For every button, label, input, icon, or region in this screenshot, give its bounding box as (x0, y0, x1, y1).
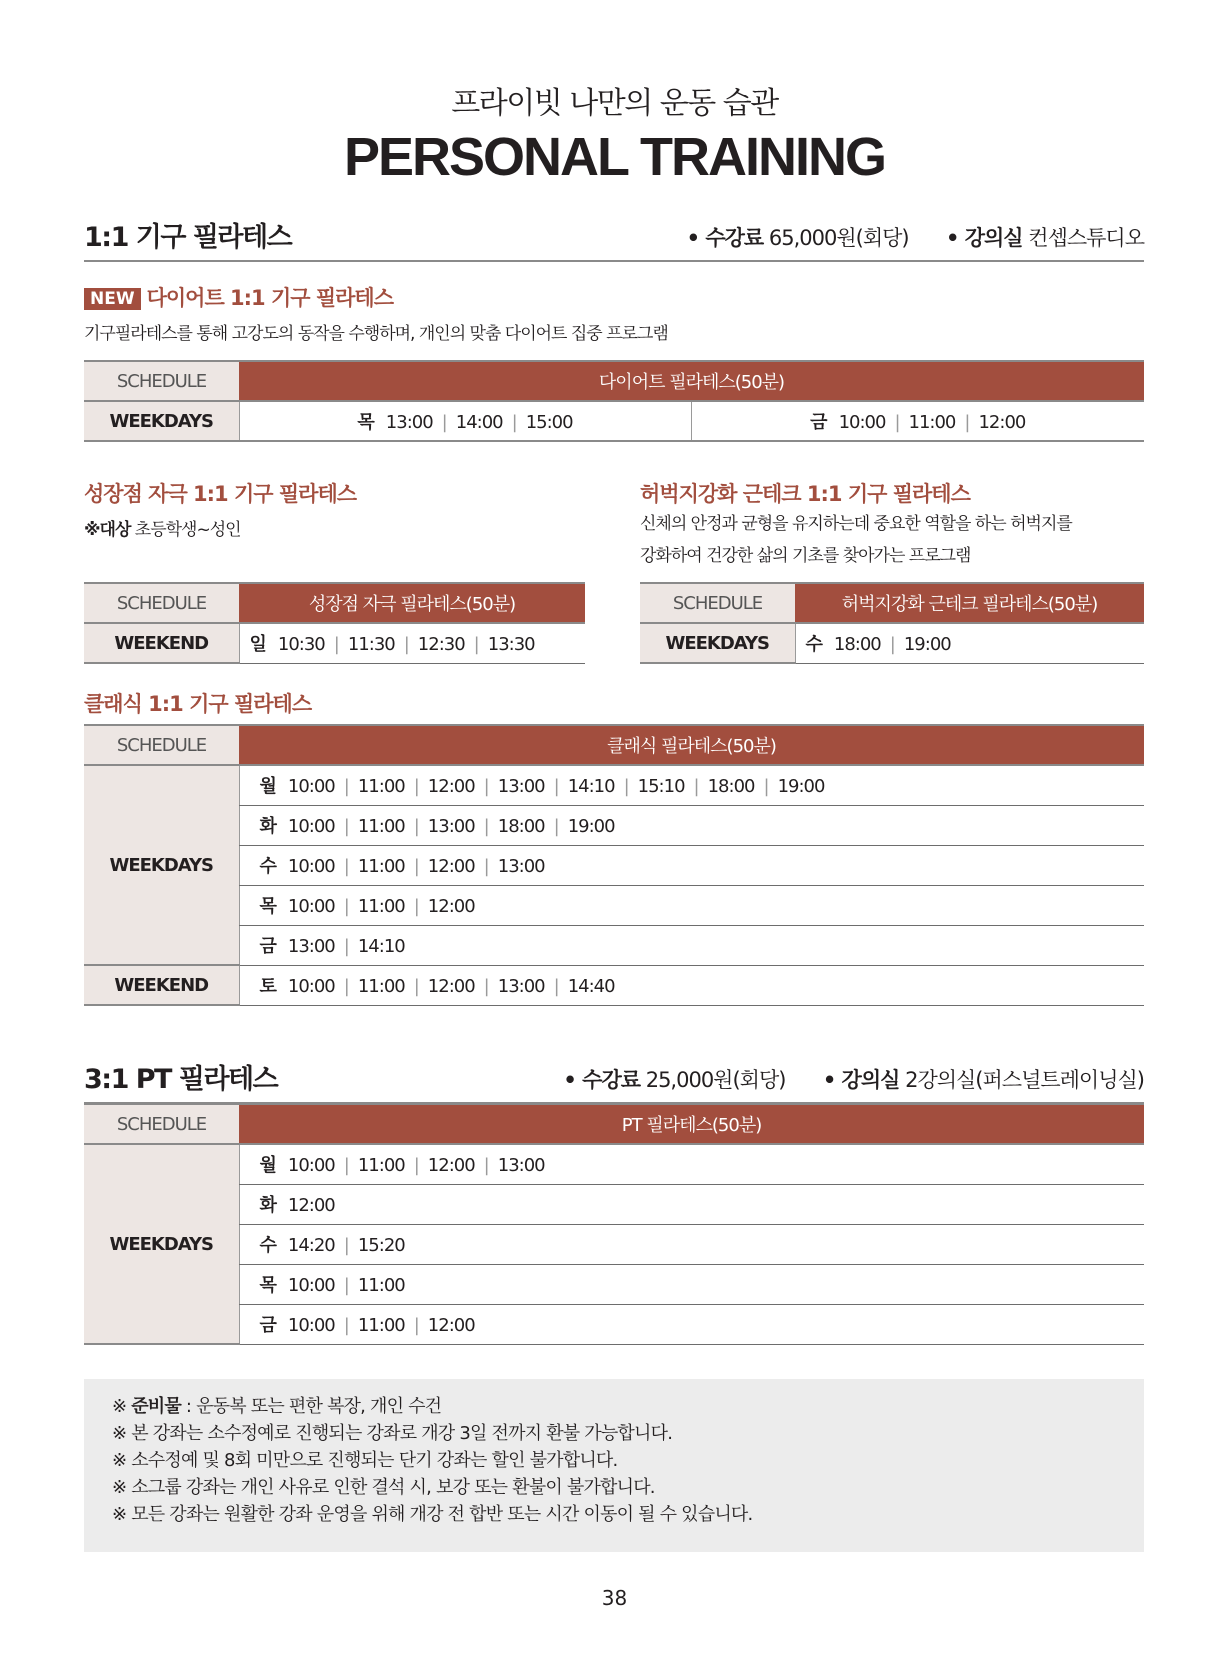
day-type-label: WEEKDAYS (84, 401, 239, 441)
time-slot: 12:00 (287, 1195, 335, 1216)
section-1-title: 1:1 기구 필라테스 (84, 222, 292, 253)
time-separator: | (343, 856, 349, 877)
note-line: ※ 소수정예 및 8회 미만으로 진행되는 단기 강좌는 할인 불가합니다. (112, 1450, 618, 1471)
time-separator: | (473, 634, 479, 656)
time-cell (239, 1144, 1144, 1184)
note-line: ※ 소그룹 강좌는 개인 사유로 인한 결석 시, 보강 또는 환불이 불가합니다. (112, 1477, 655, 1498)
time-cell (795, 623, 1144, 663)
room-label: • 강의실 (946, 226, 1023, 250)
growth-schedule-table (84, 582, 585, 664)
time-slot: 18:00 (497, 816, 545, 837)
target-label: ※대상 (84, 520, 131, 540)
day-label: 일 (249, 634, 266, 656)
table-header-row (640, 583, 1144, 623)
time-slot: 14:20 (287, 1235, 335, 1256)
table-row (84, 1184, 1144, 1224)
table-row (84, 401, 1144, 441)
class-name: 성장점 자극 필라테스(50분) (239, 583, 585, 623)
time-slot: 10:00 (287, 1315, 335, 1336)
time-separator: | (413, 896, 419, 917)
time-cell (239, 1224, 1144, 1264)
time-separator: | (483, 776, 489, 798)
time-separator: | (623, 776, 629, 798)
time-separator: | (343, 1155, 349, 1177)
pt-schedule-table (84, 1103, 1144, 1345)
new-badge: NEW (84, 288, 141, 310)
time-separator: | (343, 1315, 349, 1336)
time-slot: 13:30 (487, 634, 535, 656)
time-separator: | (511, 412, 517, 433)
time-slot: 14:00 (455, 412, 503, 433)
time-separator: | (413, 856, 419, 877)
schedule-label: SCHEDULE (84, 725, 239, 765)
table-row (84, 623, 585, 663)
time-slot: 18:00 (707, 776, 755, 798)
time-slot: 13:00 (287, 936, 335, 957)
time-slot: 12:00 (427, 776, 475, 798)
time-slot: 19:00 (903, 634, 951, 656)
day-type-label: WEEKDAYS (84, 765, 239, 965)
time-separator: | (483, 816, 489, 837)
time-separator: | (889, 634, 895, 656)
time-cell (239, 965, 1144, 1005)
time-slot: 11:00 (357, 1155, 405, 1177)
growth-subhead: 성장점 자극 1:1 기구 필라테스 (84, 482, 357, 506)
time-slot: 13:00 (497, 776, 545, 798)
time-slot: 10:00 (287, 816, 335, 837)
day-label: 수 (259, 1235, 276, 1256)
time-separator: | (483, 976, 489, 997)
time-cell (239, 885, 1144, 925)
day-label: 수 (805, 634, 822, 656)
diet-subhead (84, 282, 393, 312)
time-slot: 12:00 (978, 412, 1026, 433)
table-row (84, 1144, 1144, 1184)
time-separator: | (343, 776, 349, 798)
time-slot: 11:30 (347, 634, 395, 656)
time-slot: 15:20 (357, 1235, 405, 1256)
time-slot: 11:00 (357, 1275, 405, 1296)
time-slot: 11:00 (357, 976, 405, 997)
note-line: ※ 본 강좌는 소수정예로 진행되는 강좌로 개강 3일 전까지 환불 가능합니다. (112, 1423, 673, 1444)
time-slot: 10:00 (287, 856, 335, 877)
section-1-meta (687, 222, 1144, 252)
page-title: PERSONAL TRAINING (343, 127, 886, 187)
day-type-label: WEEKEND (84, 965, 239, 1005)
time-slot: 10:30 (277, 634, 325, 656)
day-type-label: WEEKEND (84, 623, 239, 663)
class-name: 허벅지강화 근테크 필라테스(50분) (795, 583, 1144, 623)
day-label: 토 (259, 976, 276, 997)
prep-value: : 운동복 또는 편한 복장, 개인 수건 (180, 1396, 442, 1417)
time-separator: | (553, 976, 559, 997)
diet-description: 기구필라테스를 통해 고강도의 동작을 수행하며, 개인의 맞춤 다이어트 집중 프로그램 (84, 324, 668, 344)
time-separator: | (343, 896, 349, 917)
fee-value: 25,000원(회당) (645, 1068, 786, 1092)
room-value: 컨셉스튜디오 (1028, 226, 1144, 250)
core-schedule-table (640, 582, 1144, 664)
day-label: 금 (259, 936, 276, 957)
time-cell (239, 805, 1144, 845)
time-slot: 13:00 (385, 412, 433, 433)
time-slot: 10:00 (287, 896, 335, 917)
time-slot: 10:00 (838, 412, 886, 433)
table-row (84, 1304, 1144, 1344)
time-slot: 11:00 (908, 412, 956, 433)
time-slot: 12:00 (427, 896, 475, 917)
fee-value: 65,000원(회당) (768, 226, 909, 250)
time-cell (239, 1184, 1144, 1224)
table-row (84, 885, 1144, 925)
time-separator: | (553, 776, 559, 798)
table-header-row (84, 361, 1144, 401)
schedule-label: SCHEDULE (640, 583, 795, 623)
time-slot: 12:30 (417, 634, 465, 656)
time-slot: 13:00 (497, 856, 545, 877)
table-row (84, 845, 1144, 885)
page-number: 38 (601, 1586, 628, 1610)
class-name: 다이어트 필라테스(50분) (239, 361, 1144, 401)
target-value: 초등학생~성인 (134, 520, 241, 540)
table-header-row (84, 725, 1144, 765)
page-header (0, 84, 1229, 188)
table-row (84, 965, 1144, 1005)
table-row (84, 805, 1144, 845)
time-cell (239, 1264, 1144, 1304)
time-separator: | (413, 776, 419, 798)
time-separator: | (894, 412, 900, 433)
core-description (640, 508, 1072, 572)
time-slot: 10:00 (287, 976, 335, 997)
time-separator: | (763, 776, 769, 798)
time-slot: 10:00 (287, 776, 335, 798)
time-separator: | (343, 976, 349, 997)
fee-label: • 수강료 (563, 1068, 641, 1092)
page-subtitle: 프라이빗 나만의 운동 습관 (451, 86, 778, 121)
class-name: 클래식 필라테스(50분) (239, 725, 1144, 765)
table-header-row (84, 583, 585, 623)
time-cell (239, 401, 691, 441)
time-slot: 10:00 (287, 1275, 335, 1296)
time-separator: | (343, 1275, 349, 1296)
time-slot: 11:00 (357, 856, 405, 877)
prep-label: 준비물 (131, 1396, 181, 1417)
time-separator: | (343, 816, 349, 837)
time-slot: 14:10 (357, 936, 405, 957)
day-label: 금 (810, 412, 827, 433)
time-cell (239, 1304, 1144, 1344)
time-separator: | (333, 634, 339, 656)
time-slot: 18:00 (833, 634, 881, 656)
day-label: 화 (259, 816, 276, 837)
day-label: 금 (259, 1315, 276, 1336)
section-2-title: 3:1 PT 필라테스 (84, 1064, 278, 1095)
time-slot: 13:00 (497, 1155, 545, 1177)
time-slot: 19:00 (567, 816, 615, 837)
classic-schedule-table (84, 724, 1144, 1006)
diet-schedule-table (84, 360, 1144, 442)
time-separator: | (413, 976, 419, 997)
time-slot: 15:00 (525, 412, 573, 433)
section-2-meta (563, 1064, 1144, 1094)
time-slot: 13:00 (427, 816, 475, 837)
time-slot: 12:00 (427, 976, 475, 997)
table-row (84, 1264, 1144, 1304)
table-row (84, 765, 1144, 805)
time-cell (691, 401, 1144, 441)
note-line: ※ 모든 강좌는 원활한 강좌 운영을 위해 개강 전 합반 또는 시간 이동이 될 수 있습니다. (112, 1504, 753, 1525)
time-separator: | (343, 936, 349, 957)
fee-label: • 수강료 (686, 226, 764, 250)
diet-title: 다이어트 1:1 기구 필라테스 (146, 286, 394, 310)
time-slot: 12:00 (427, 856, 475, 877)
table-row (84, 925, 1144, 965)
time-slot: 15:10 (637, 776, 685, 798)
time-slot: 12:00 (427, 1155, 475, 1177)
time-separator: | (413, 1315, 419, 1336)
core-subhead: 허벅지강화 근테크 1:1 기구 필라테스 (640, 482, 970, 506)
section-2-header (84, 1052, 1144, 1104)
day-label: 월 (259, 776, 276, 798)
room-label: • 강의실 (822, 1068, 900, 1092)
day-type-label: WEEKDAYS (640, 623, 795, 663)
time-separator: | (413, 816, 419, 837)
schedule-label: SCHEDULE (84, 583, 239, 623)
core-desc-line-1: 신체의 안정과 균형을 유지하는데 중요한 역할을 하는 허벅지를 (640, 514, 1072, 534)
time-slot: 11:00 (357, 816, 405, 837)
day-label: 목 (259, 896, 276, 917)
time-slot: 11:00 (357, 776, 405, 798)
time-separator: | (693, 776, 699, 798)
time-slot: 14:40 (567, 976, 615, 997)
time-separator: | (441, 412, 447, 433)
time-slot: 14:10 (567, 776, 615, 798)
schedule-label: SCHEDULE (84, 1104, 239, 1144)
time-separator: | (483, 1155, 489, 1177)
time-slot: 19:00 (777, 776, 825, 798)
time-slot: 12:00 (427, 1315, 475, 1336)
core-desc-line-2: 강화하여 건강한 삶의 기초를 찾아가는 프로그램 (640, 546, 971, 566)
time-slot: 10:00 (287, 1155, 335, 1177)
notes-box (84, 1379, 1144, 1552)
time-separator: | (413, 1155, 419, 1177)
time-cell (239, 925, 1144, 965)
time-separator: | (403, 634, 409, 656)
day-type-label: WEEKDAYS (84, 1144, 239, 1344)
schedule-label: SCHEDULE (84, 361, 239, 401)
section-1-header (84, 210, 1144, 262)
time-cell (239, 765, 1144, 805)
time-slot: 13:00 (497, 976, 545, 997)
time-cell (239, 845, 1144, 885)
day-label: 화 (259, 1195, 276, 1216)
time-separator: | (483, 856, 489, 877)
time-slot: 11:00 (357, 1315, 405, 1336)
day-label: 목 (259, 1275, 276, 1296)
time-separator: | (553, 816, 559, 837)
time-slot: 11:00 (357, 896, 405, 917)
time-separator: | (343, 1235, 349, 1256)
day-label: 수 (259, 856, 276, 877)
classic-subhead: 클래식 1:1 기구 필라테스 (84, 692, 312, 716)
note-prep: ※ 준비물 : 운동복 또는 편한 복장, 개인 수건 (112, 1396, 442, 1417)
time-cell (239, 623, 585, 663)
class-name: PT 필라테스(50분) (239, 1104, 1144, 1144)
growth-target (84, 514, 241, 546)
day-label: 목 (357, 412, 374, 433)
table-row (84, 1224, 1144, 1264)
day-label: 월 (259, 1155, 276, 1177)
table-row (640, 623, 1144, 663)
table-header-row (84, 1104, 1144, 1144)
room-value: 2강의실(퍼스널트레이닝실) (905, 1068, 1144, 1092)
time-separator: | (964, 412, 970, 433)
